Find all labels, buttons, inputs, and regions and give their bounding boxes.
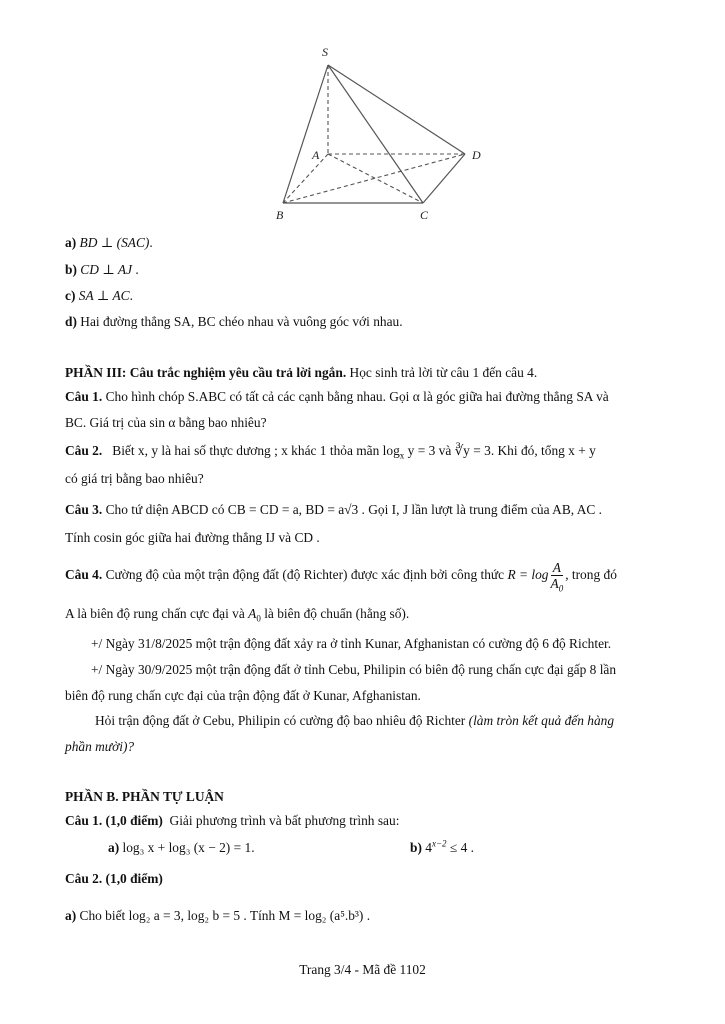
question-4-line2: A là biên độ rung chấn cực đại và $A_0$ là biên độ chuẩn (hằng số). <box>65 606 410 624</box>
label-A: A <box>312 148 320 162</box>
question-2-line1: Câu 2. Biết x, y là hai số thực dương ; x khác 1 thỏa mãn $\log_x y = 3$ và ∛y = 3. Khi đó, tổng x + y <box>65 443 596 461</box>
edge-AC <box>328 154 423 203</box>
page-footer: Trang 3/4 - Mã đề 1102 <box>299 962 426 977</box>
edge-CD <box>423 154 465 203</box>
edge-SC <box>328 65 423 203</box>
essay-question-1b: b) $4^{x-2} \le 4$ . <box>410 838 475 855</box>
question-4-ask-line2: phần mười)? <box>65 739 135 754</box>
question-4-ask-line1: Hỏi trận động đất ở Cebu, Philipin có cường độ bao nhiêu độ Richter (làm tròn kết quả đến hàng <box>95 713 615 728</box>
label-D: D <box>472 148 481 162</box>
edge-SB <box>283 65 328 203</box>
part3-heading: PHẦN III: Câu trắc nghiệm yêu cầu trả lời ngắn. Học sinh trả lời từ câu 1 đến câu 4. <box>65 365 538 380</box>
question-4-bullet1: +/ Ngày 31/8/2025 một trận động đất xảy ra ở tỉnh Kunar, Afghanistan có cường độ 6 độ Richter. <box>91 636 612 651</box>
question-3-line2: Tính cosin góc giữa hai đường thẳng IJ và CD . <box>65 530 320 545</box>
partB-heading: PHẦN B. PHẦN TỰ LUẬN <box>65 789 224 804</box>
essay-question-2a: a) Cho biết log₂ a = 3, log₂ b = 5 . Tính M = log₂ (a⁵.b³) . <box>65 908 371 923</box>
edge-BD <box>283 154 465 203</box>
statement-a: a) BD ⊥ (SAC). <box>65 235 153 250</box>
essay-question-2: Câu 2. (1,0 điểm) <box>65 871 163 886</box>
statement-d: d) Hai đường thẳng SA, BC chéo nhau và vuông góc với nhau. <box>65 314 403 329</box>
fraction-A-over-A0: $\frac{A}{A_0}$ <box>550 560 564 595</box>
question-4-bullet2-line2: biên độ rung chấn cực đại của trận động đất ở Kunar, Afghanistan. <box>65 688 421 703</box>
label-S: S <box>322 45 328 59</box>
pyramid-figure <box>260 38 500 222</box>
question-4-bullet2-line1: +/ Ngày 30/9/2025 một trận động đất ở tỉnh Cebu, Philipin có biên độ rung chấn cực đại gấp 8 lần <box>91 662 617 677</box>
label-C: C <box>420 208 429 222</box>
label-B: B <box>276 208 284 222</box>
question-1-line1: Câu 1. Cho hình chóp S.ABC có tất cả các cạnh bằng nhau. Gọi α là góc giữa hai đường thẳng SA và <box>65 389 609 404</box>
edge-SD <box>328 65 465 154</box>
question-1-line2: BC. Giá trị của sin α bằng bao nhiêu? <box>65 415 267 430</box>
essay-question-1: Câu 1. (1,0 điểm) Giải phương trình và bất phương trình sau: <box>65 813 400 828</box>
statement-c: c) SA ⊥ AC. <box>65 288 133 303</box>
statement-b: b) CD ⊥ AJ . <box>65 262 139 277</box>
question-3-line1: Câu 3. Cho tứ diện ABCD có CB = CD = a, BD = a√3 . Gọi I, J lần lượt là trung điểm của AB, AC . <box>65 502 603 517</box>
question-4-line1: Câu 4. Cường độ của một trận động đất (độ Richter) được xác định bởi công thức R = log $\frac{A}{A_0}$ , trong đó <box>65 560 617 595</box>
edge-AB <box>283 154 328 203</box>
essay-question-1a: a) log₃ x + log₃ (x − 2) = 1. <box>108 840 255 855</box>
question-2-line2: có giá trị bằng bao nhiêu? <box>65 471 204 486</box>
